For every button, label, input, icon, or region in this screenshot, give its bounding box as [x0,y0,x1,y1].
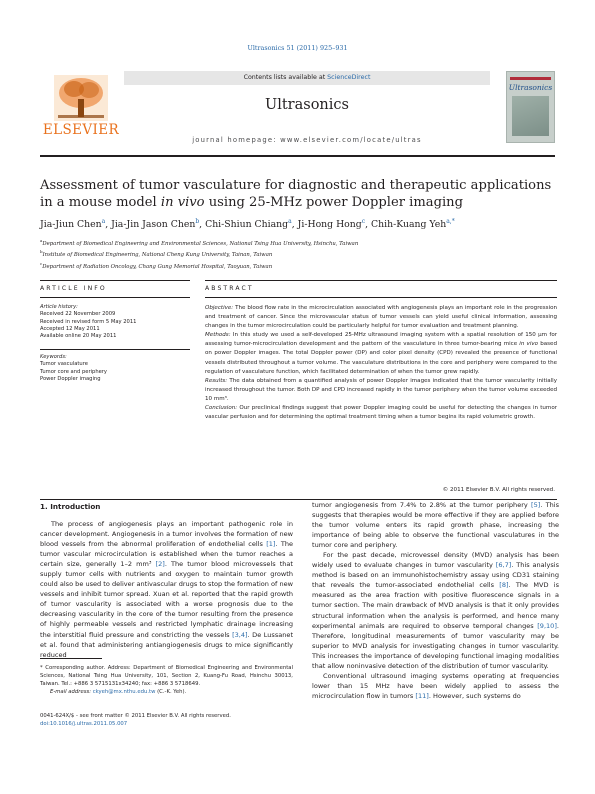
results-label: Results: [205,377,228,384]
text-run: . The tumor vascular microcirculation is established when the tumor reaches a certain size, generally 1–2 mm³ [40,540,294,569]
citation-link[interactable]: [9,10] [537,621,557,630]
journal-cover[interactable] [506,71,555,143]
affiliation-item [40,248,560,259]
keyword-item: Tumor vasculature [40,361,88,368]
title-italic: in vivo [160,195,205,210]
objective-text: The blood flow rate in the microcirculation associated with angiogenesis plays an important role in the progression and treatment of cancer. Since the microvascular status of tumor vessels can yield useful clinical information, assessing changes in the tumor microcirculation could be particularly helpful for tumor evaluation and treatment planning. [205,305,557,330]
affiliation-item [40,237,560,248]
author-affil-sup[interactable]: a,* [446,218,455,225]
elsevier-logo[interactable] [40,71,122,143]
abstract-body [205,304,557,422]
keyword-item: Power Doppler imaging [40,375,101,382]
elsevier-tree-icon [54,75,108,121]
corresponding-author-footnote [40,664,293,696]
methods-label: Methods: [205,332,231,339]
title-line-1: Assessment of tumor vasculature for diagnostic and therapeutic applications [40,178,552,193]
publisher-wordmark: ELSEVIER [42,122,120,138]
journal-banner [124,71,490,152]
body-column-left [40,519,293,660]
conclusion-text: Our preclinical findings suggest that power Doppler imaging could be useful for detecting the changes in tumor vascular perfusion and for determining the optimal treatment timing when a tumor begins its rapid volumetric growth. [205,405,557,421]
bottom-info [40,712,293,728]
affiliations [40,237,560,271]
citation-link[interactable]: [6,7] [495,561,512,570]
abstract-objective [205,304,557,331]
body-column-right [312,500,559,701]
journal-homepage [124,136,490,144]
methods-text: based on power Doppler images. The total Doppler power (DP) and color pixel density (CPD) revealed the presence of functional vessels distributed throughout a tumor volume. The vasculature distributions in the core and periphery were compared to the regulation of vasculature function, which facilitated determination of when the tumor grew rapidly. [205,341,557,375]
author-name[interactable]: Chi-Shiun Chiang [205,219,289,231]
body-paragraph [312,500,559,550]
online-date: Available online 20 May 2011 [40,333,117,340]
text-run: . De Lussanet et al. found that administering antiangiogenesis drugs to mice significantly reduced [40,630,294,659]
info-head-rule [40,297,190,298]
citation-link[interactable]: [8] [499,581,509,590]
author-affil-sup[interactable]: a [288,218,292,225]
citation-link[interactable]: [5] [531,501,541,509]
body-paragraph [312,671,559,701]
abstract-conclusion [205,404,557,422]
body-paragraph [312,550,559,671]
cover-title: Ultrasonics [508,83,553,92]
abstract-methods [205,331,557,376]
affil-text: Department of Biomedical Engineering and Environmental Sciences, National Tsing Hua University, Hsinchu, Taiwan [42,240,359,247]
conclusion-label: Conclusion: [205,405,238,412]
text-run: . This suggests that therapies would be more effective if they are applied before the tumor volume enters its rapid growth phase, increasing the importance of being able to observe the functional vasculatures in the tumor core and periphery. [312,501,560,550]
contents-bar [124,71,490,85]
text-run: . The MVD is measured as the area fraction with positive fluorescence signals in a tumor section. The main drawback of MVD analysis is that it only provides structural information when the analysis is performed, and hence many experimental animals are required to observe temporal changes [312,581,559,630]
author-affil-sup[interactable]: a [101,218,106,225]
journal-title: Ultrasonics [265,97,349,113]
contents-prefix: Contents lists available at [243,74,328,81]
affil-sup: a [40,238,43,243]
keyword-item: Tumor core and periphery [40,368,108,375]
citation-link[interactable]: [1] [266,540,276,549]
text-run: . This analysis method is based on an immunohistochemistry assay using CD31 staining that reveals the tumor-associated endothelial cells [312,561,559,590]
homepage-link[interactable]: www.elsevier.com/locate/ultras [280,136,422,144]
cover-image [512,96,549,136]
results-text: The data obtained from a quantified analysis of power Doppler images indicated that the tumor vascularity initially increased throughout the tumor. Both DP and CPD increased rapidly in the tumor periphery when the tumor volume exceeded 10 mm³. [205,377,557,402]
footnote-text: * Corresponding author. Address: Department of Biomedical Engineering and Environmental Sciences, National Tsing Hua University, 101, Section 2, Kuang-Fu Road, Hsinchu 30013, Taiwan. Tel.: +886 3 5715131x34240; fax: +886 3 5718649. [40,665,293,687]
text-run: . The tumor blood microvessels that supply tumor cells with nutrients and oxygen to maintain tumor growth could also be used to deliver antivascular drugs to stop the formation of new vessels and inhibit tumor spread. Xuan et al. reported that the rapid growth of tumor vascularity is associated with a worse prognosis due to the decreasing vascularity in the core of the tumor resulting from the presence of highly permeable vessels and restricted lymphatic drainage increasing the interstitial fluid pressure and constricting the vessels [40,560,293,639]
methods-italic: in vivo [519,341,539,348]
affil-text: Department of Radiation Oncology, Chang Gung Memorial Hospital, Taoyuan, Taiwan [42,263,273,270]
title-part: in a mouse model [40,195,161,210]
text-run: For the past decade, microvessel density (MVD) analysis has been widely used to evaluate changes in tumor vascularity [312,551,559,570]
keywords-label: Keywords: [40,354,67,361]
author-affil-sup[interactable]: c [361,218,366,225]
history-label: Article history: [40,304,78,310]
header-divider [40,155,555,157]
citation-link[interactable]: [11] [415,691,429,700]
article-info-heading: ARTICLE INFO [40,285,107,292]
email-link[interactable]: ckyeh@mx.nthu.edu.tw [91,689,156,695]
abstract-results [205,377,557,404]
title-part: using 25-MHz power Doppler imaging [204,195,463,210]
text-run: Conventional ultrasound imaging systems operating at frequencies lower than 15 MHz have been widely applied to assess the microcirculation flow in tumors [312,671,559,700]
keywords-rule [40,349,190,350]
methods-text: In this study we used a self-developed 25-MHz ultrasound imaging system with a spatial resolution of 150 μm for assessing tumor-microcirculation development and the pattern of the vasculature in three tumor-bearing mice [205,332,557,348]
abstract-top-rule [205,280,557,281]
affil-sup: b [40,249,43,255]
text-run: . However, such systems do [428,691,521,700]
homepage-prefix: journal homepage: [192,136,281,144]
abstract-heading: ABSTRACT [205,285,254,292]
affiliation-item [40,260,560,271]
doi-link[interactable]: doi:10.1016/j.ultras.2011.05.007 [40,721,128,727]
title-line-2 [40,194,560,211]
affil-text: Institute of Biomedical Engineering, National Cheng Kung University, Tainan, Taiwan [42,252,273,259]
footnote-email [40,688,293,696]
article-title [40,177,560,211]
email-suffix: (C.-K. Yeh). [155,689,187,695]
text-run: . Therefore, longitudinal measurements of tumor vascularity may be superior to MVD analysis for investigating changes in tumor vascularity. This increases the importance of developing functional imaging modalities that allow noninvasive detection of the distribution of tumor vascularity. [312,621,559,670]
revised-date: Received in revised form 5 May 2011 [40,318,137,325]
affil-sup: c [40,260,43,266]
cover-band [510,77,551,80]
text-run: tumor angiogenesis from 7.4% to 2.8% at the tumor periphery [312,501,532,509]
citation-link[interactable]: [2] [155,560,165,569]
objective-label: Objective: [205,305,234,311]
issn-line: 0041-624X/$ - see front matter © 2011 Elsevier B.V. All rights reserved. [40,713,231,719]
footnote-rule [40,658,102,659]
journal-reference[interactable]: Ultrasonics 51 (2011) 925–931 [247,44,348,52]
citation-link[interactable]: [3,4] [232,630,248,639]
article-info [40,304,190,383]
text-run: The process of angiogenesis plays an important pathogenic role in cancer development. Angiogenesis in a tumor involves the formation of new blood vessels from the abnormal proliferation of endothelial cells [40,520,293,549]
abstract-head-rule [205,297,557,298]
email-label: E-mail address: [50,689,92,695]
info-top-rule [40,280,190,281]
sciencedirect-link[interactable]: ScienceDirect [327,74,371,81]
copyright-notice: © 2011 Elsevier B.V. All rights reserved. [442,487,555,493]
author-name[interactable]: Chih-Kuang Yeh [371,219,447,231]
author-name[interactable]: Jia-Jin Jason Chen [111,219,196,231]
author-name[interactable]: Ji-Hong Hong [297,219,362,231]
author-list: Jia-Jiun Chen$^a$, Jia-Jin Jason Chen$^b$, Chi-Shiun Chiang$^a$, Ji-Hong Hong$^c$, Chih-Kuang Yeh$^{a,*}$ [40,218,455,231]
journal-header [40,71,555,152]
section-heading: 1. Introduction [40,502,101,511]
author-affil-sup[interactable]: b [195,218,200,225]
received-date: Received 22 November 2009 [40,311,116,318]
accepted-date: Accepted 12 May 2011 [40,325,100,332]
author-name[interactable]: Jia-Jiun Chen [40,219,102,231]
body-paragraph [40,519,293,660]
